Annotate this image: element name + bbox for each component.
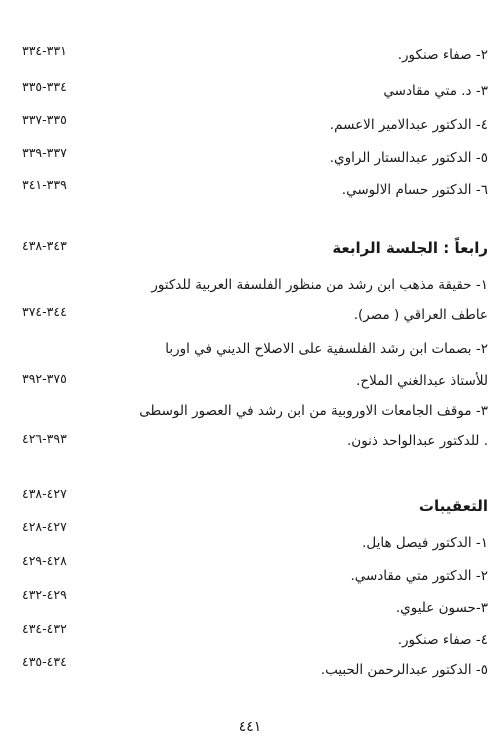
page-range: ٣٣٩-٣٤١ [22,177,67,192]
toc-entry: للأستاذ عبدالغني الملاح. [356,373,488,389]
page-range: ٣٣٤-٣٣٥ [22,79,67,94]
page-number: ٤٤١ [238,719,262,735]
toc-entry: ٥- الدكتور عبدالستار الراوي. [329,150,488,166]
page-range: ٣٩٣-٤٢٦ [22,431,67,446]
toc-entry: ٢- بصمات ابن رشد الفلسفية على الاصلاح الديني في اوربا [165,341,488,357]
page-range: ٤٢٧-٤٣٨ [22,486,67,501]
page-range: ٣٣٥-٣٣٧ [22,112,67,127]
toc-entry: ٣-حسون عليوي. [395,600,488,616]
section-heading: رابعاً : الجلسة الرابعة [332,239,488,257]
page-range: ٤٢٨-٤٢٩ [22,553,67,568]
page-range: ٣٣١-٣٣٤ [22,43,67,58]
page-range: ٣٤٣-٤٣٨ [22,238,67,253]
toc-entry: ٤- صفاء صنكور. [397,632,488,648]
page-range: ٣٣٧-٣٣٩ [22,145,67,160]
toc-entry: ٣- موقف الجامعات الاوروبية من ابن رشد في العصور الوسطى [139,403,488,419]
toc-entry: ٢- صفاء صنكور. [397,47,488,63]
toc-entry: ٥- الدكتور عبدالرحمن الحبيب. [320,662,488,678]
page-range: ٤٢٧-٤٢٨ [22,519,67,534]
toc-entry: ٢- الدكتور متي مقادسي. [350,568,488,584]
toc-entry: ١- حقيقة مذهب ابن رشد من منظور الفلسفة العربية للدكتور [151,277,488,293]
page-range: ٣٤٤-٣٧٤ [22,304,67,319]
section-heading: التعقيبات [418,497,488,515]
page-range: ٤٢٩-٤٣٢ [22,587,67,602]
toc-entry: ٣- د. متي مقادسي [383,83,488,99]
page-range: ٤٣٤-٤٣٥ [22,654,67,669]
toc-entry: ٤- الدكتور عبدالامير الاعسم. [329,117,488,133]
toc-entry: عاطف العراقي ( مصر). [353,307,488,323]
toc-entry: ١- الدكتور فيصل هايل. [362,535,488,551]
toc-entry: ٦- الدكتور حسام الالوسي. [341,182,488,198]
toc-entry: . للدكتور عبدالواحد ذنون. [346,433,488,449]
page-range: ٤٣٢-٤٣٤ [22,621,67,636]
page-range: ٣٧٥-٣٩٢ [22,371,67,386]
